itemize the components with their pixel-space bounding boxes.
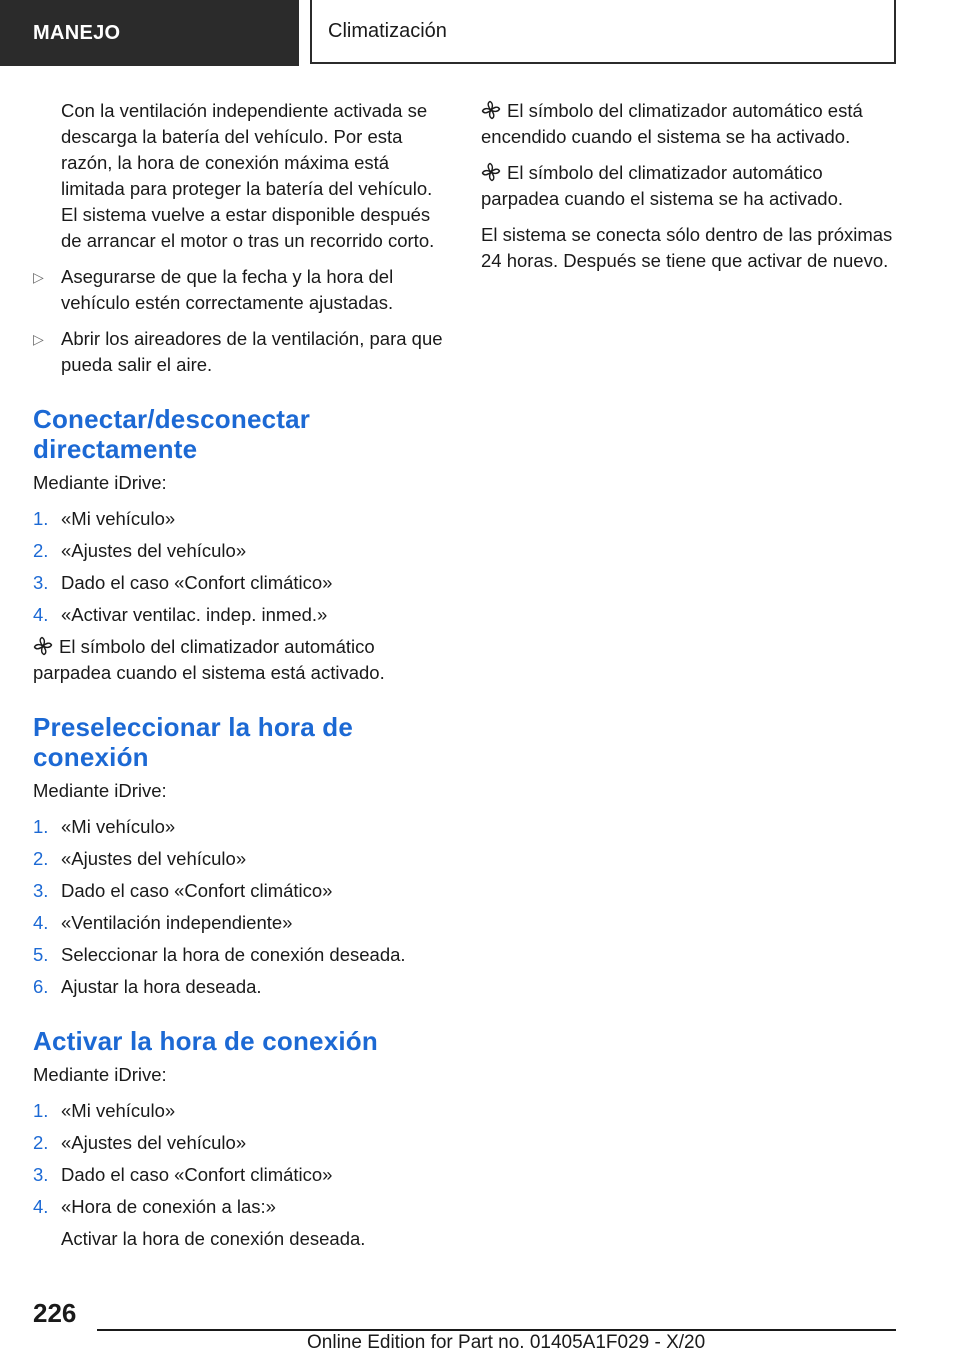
intro-paragraph: Con la ventilación independiente activada se descarga la batería del vehículo. Por esta razón, la hora de conexión máxima está limitada para proteger la batería del vehículo. El sistema vuelve a estar disponible después de arrancar el motor o tras un recorrido corto. — [61, 100, 435, 251]
step-text: Seleccionar la hora de conexión deseada. — [61, 944, 406, 965]
page-number: 226 — [33, 1298, 77, 1328]
step-text: «Mi vehículo» — [61, 1100, 176, 1121]
step-text: «Mi vehículo» — [61, 508, 176, 529]
step-item — [33, 974, 451, 1000]
climate-fan-icon — [33, 636, 53, 656]
section-intro: Mediante iDrive: — [33, 472, 167, 493]
section-intro: Mediante iDrive: — [33, 1064, 167, 1085]
chapter-title: MANEJO — [33, 21, 121, 44]
section-intro: Mediante iDrive: — [33, 780, 167, 801]
step-item — [33, 1098, 451, 1124]
step-text: «Ventilación independiente» — [61, 912, 293, 933]
step-text: Dado el caso «Confort climático» — [61, 572, 333, 593]
left-column — [33, 98, 451, 1258]
step-text: «Activar ventilac. indep. inmed.» — [61, 604, 328, 625]
step-number: 6. — [33, 976, 49, 997]
step-text: Dado el caso «Confort climático» — [61, 880, 333, 901]
triangle-bullet-icon: ▷ — [33, 331, 44, 347]
triangle-bullet-icon: ▷ — [33, 269, 44, 285]
step-item — [33, 878, 451, 904]
note-text: El símbolo del climatizador automático parpadea cuando el sistema está activado. — [33, 636, 385, 683]
step-number: 1. — [33, 508, 49, 529]
step-text: Ajustar la hora deseada. — [61, 976, 262, 997]
step-number: 5. — [33, 944, 49, 965]
step-text: «Ajustes del vehículo» — [61, 1132, 247, 1153]
step-number: 4. — [33, 604, 49, 625]
step-item — [33, 814, 451, 840]
step-number: 3. — [33, 880, 49, 901]
step-item — [33, 570, 451, 596]
bullet-text: Asegurarse de que la fecha y la hora del vehículo estén correctamente ajustadas. — [61, 266, 394, 313]
section-heading: Activar la hora de conexión — [33, 1026, 378, 1056]
step-continuation: Activar la hora de conexión deseada. — [61, 1228, 366, 1249]
step-text: Dado el caso «Confort climático» — [61, 1164, 333, 1185]
section-heading: Preseleccionar la hora de conexión — [33, 712, 354, 772]
step-item — [33, 1194, 451, 1220]
section-heading: Conectar/desconectar directamente — [33, 404, 311, 464]
note-text: El símbolo del climatizador automático parpadea cuando el sistema se ha activado. — [481, 162, 844, 209]
step-item — [33, 1162, 451, 1188]
right-column — [481, 98, 899, 284]
footer-divider — [97, 1329, 896, 1331]
chapter-tab — [0, 0, 299, 66]
step-item — [33, 538, 451, 564]
step-item — [33, 506, 451, 532]
step-number: 2. — [33, 1132, 49, 1153]
step-number: 1. — [33, 816, 49, 837]
bullet-text: Abrir los aireadores de la ventilación, para que pueda salir el aire. — [61, 328, 443, 375]
step-number: 1. — [33, 1100, 49, 1121]
bullet-item — [33, 264, 451, 316]
climate-fan-icon — [481, 162, 501, 182]
bullet-item — [33, 326, 451, 378]
step-number: 3. — [33, 1164, 49, 1185]
step-item — [33, 602, 451, 628]
step-number: 2. — [33, 848, 49, 869]
step-text: «Ajustes del vehículo» — [61, 540, 247, 561]
note-paragraph — [481, 160, 899, 212]
section-title: Climatización — [328, 19, 447, 42]
step-text: «Hora de conexión a las:» — [61, 1196, 276, 1217]
step-item — [33, 910, 451, 936]
note-paragraph — [33, 634, 451, 686]
edition-label: Online Edition for Part no. 01405A1F029 - X/20 — [307, 1332, 706, 1353]
step-text: «Ajustes del vehículo» — [61, 848, 247, 869]
step-number: 2. — [33, 540, 49, 561]
step-number: 4. — [33, 1196, 49, 1217]
step-number: 4. — [33, 912, 49, 933]
step-number: 3. — [33, 572, 49, 593]
step-item — [33, 846, 451, 872]
section-tab — [310, 0, 896, 64]
step-item — [33, 1130, 451, 1156]
note-paragraph — [481, 98, 899, 150]
climate-fan-icon — [481, 100, 501, 120]
step-text: «Mi vehículo» — [61, 816, 176, 837]
body-paragraph: El sistema se conecta sólo dentro de las próximas 24 horas. Después se tiene que activar de nuevo. — [481, 224, 893, 271]
note-text: El símbolo del climatizador automático está encendido cuando el sistema se ha activado. — [481, 100, 863, 147]
step-item — [33, 942, 451, 968]
